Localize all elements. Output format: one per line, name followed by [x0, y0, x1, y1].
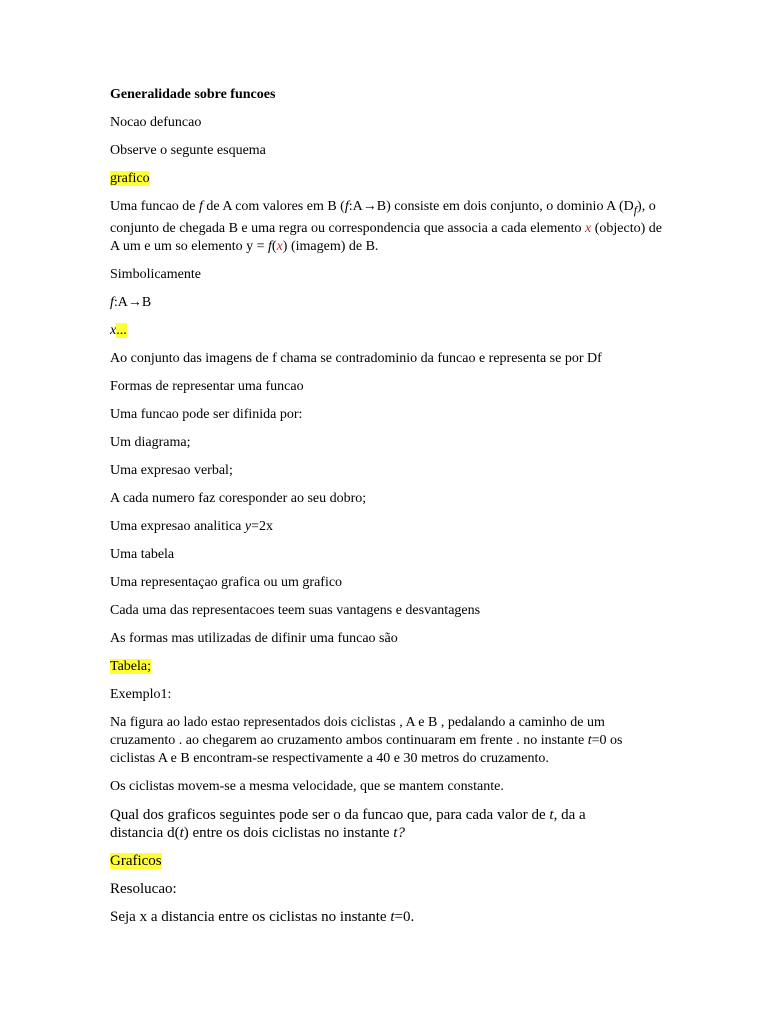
paragraph-qual-grafico: Qual dos graficos seguintes pode ser o da funcao que, para cada valor de t, da a distancia d(t) entre os dois ciclistas no instante t? — [110, 806, 586, 841]
x-mapping-line: x... — [110, 322, 127, 338]
paragraph-exemplo: Exemplo1: — [110, 686, 172, 702]
paragraph-definition: Uma funcao de f de A com valores em B (f:A→B) consiste em dois conjunto, o dominio A $(D_f)$, o conjunto de chegada B e uma regra ou correspondencia que associa a cada elemento x (objecto) de A um e um so elemento y = f(x) (imagem) de B. — [110, 199, 662, 254]
paragraph-observe: Observe o segunte esquema — [110, 143, 266, 158]
paragraph-mesma-velocidade: Os ciclistas movem-se a mesma velocidade, que se mantem constante. — [110, 778, 504, 794]
paragraph-mas-utilizadas: As formas mas utilizadas de difinir uma funcao são — [110, 630, 398, 646]
list-item-grafica: Uma representaçao grafica ou um grafico — [110, 574, 343, 590]
paragraph-simbolicamente: Simbolicamente — [110, 266, 201, 282]
highlight-grafico: grafico — [110, 171, 150, 186]
paragraph-pode: Uma funcao pode ser difinida por: — [110, 406, 303, 422]
paragraph-vantagens: Cada uma das representacoes teem suas vantagens e desvantagens — [110, 602, 481, 618]
list-item-diagrama: Um diagrama; — [110, 434, 191, 450]
document-body — [110, 86, 670, 936]
paragraph-figura: Na figura ao lado estao representados dois ciclistas , A e B , pedalando a caminho de um cruzamento . ao chegarem ao cruzamento ambos continuaram em frente . no instante t=0 os ciclistas A e B encontram-se respectivamente a 40 e 30 metros do cruzamento. — [110, 714, 623, 766]
list-item-dobro: A cada numero faz coresponder ao seu dobro; — [110, 490, 367, 506]
paragraph-seja: Seja x a distancia entre os ciclistas no instante t=0. — [110, 908, 415, 925]
paragraph-nocao: Nocao defuncao — [110, 115, 202, 130]
mapping-notation: f:A→B — [110, 294, 152, 310]
document-title: Generalidade sobre funcoes — [110, 87, 276, 102]
highlight-graficos: Graficos — [110, 852, 162, 869]
list-item-analitica: Uma expresao analitica y=2x — [110, 518, 274, 534]
list-item-tabela: Uma tabela — [110, 546, 175, 562]
paragraph-resolucao: Resolucao: — [110, 880, 177, 897]
paragraph-contradominio: Ao conjunto das imagens de f chama se contradominio da funcao e representa se por Df — [110, 350, 602, 366]
list-item-verbal: Uma expresao verbal; — [110, 462, 233, 478]
paragraph-formas: Formas de representar uma funcao — [110, 378, 304, 394]
highlight-tabela: Tabela; — [110, 658, 151, 674]
